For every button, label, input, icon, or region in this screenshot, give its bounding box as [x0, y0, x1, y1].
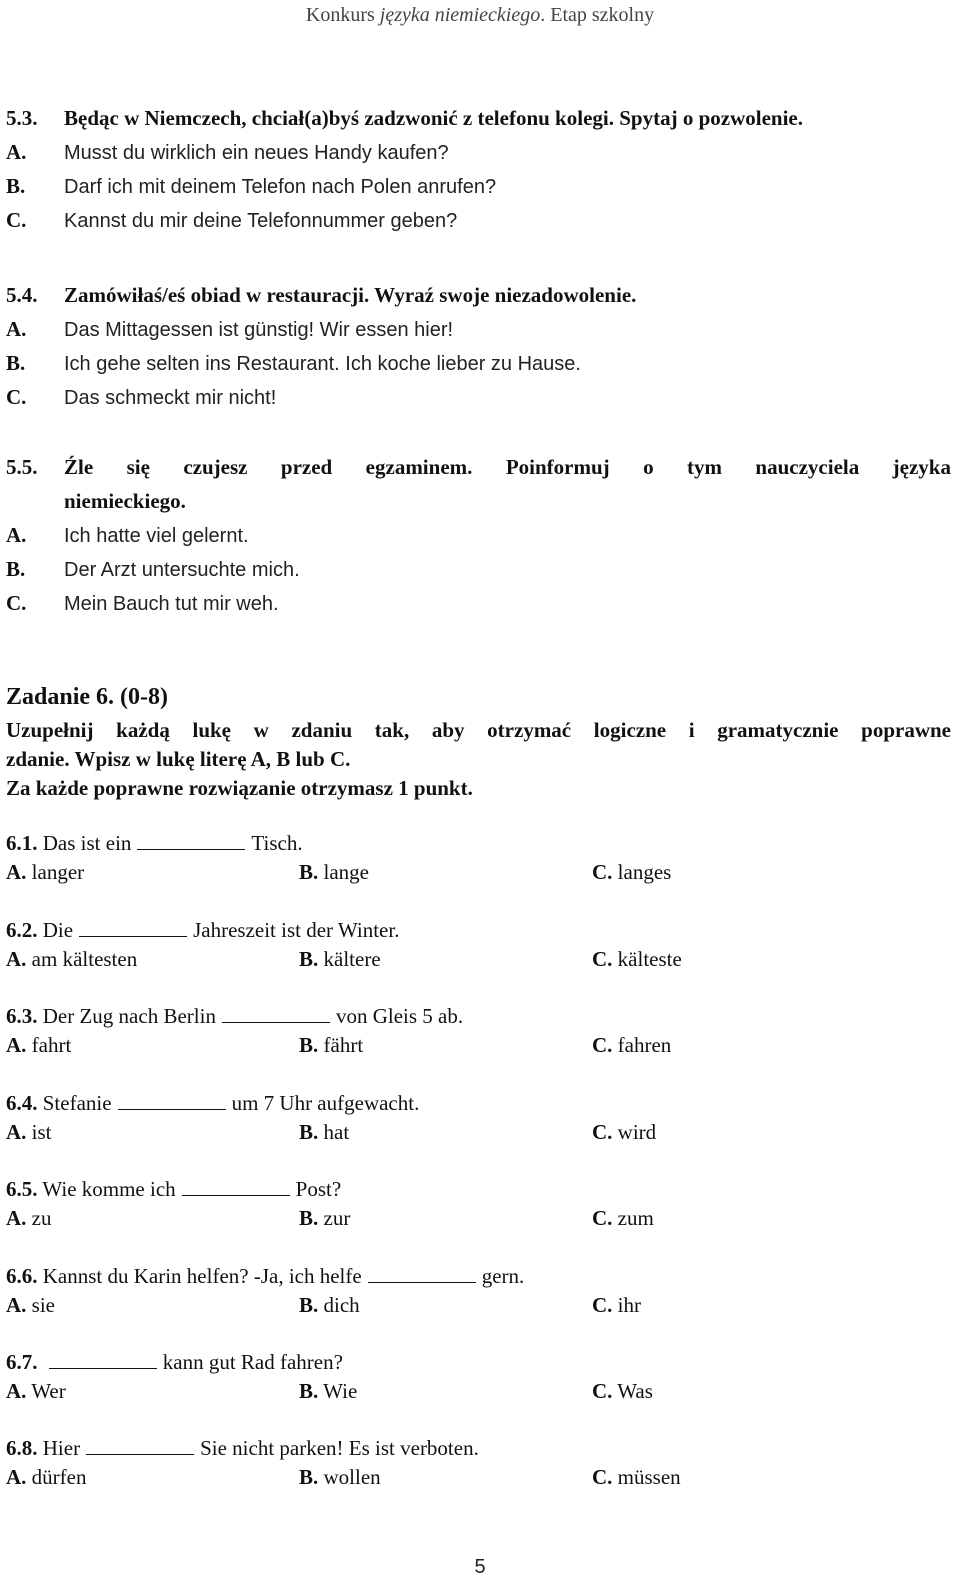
- option-letter: A.: [6, 317, 27, 341]
- question-prompt: Będąc w Niemczech, chciał(a)byś zadzwonić z telefonu kolegi. Spytaj o pozwolenie.: [64, 106, 803, 130]
- sentence-after: um 7 Uhr aufgewacht.: [231, 1091, 420, 1115]
- option-letter: B.: [299, 860, 319, 884]
- header-italic: języka niemieckiego: [379, 4, 541, 26]
- exercise-6-1: [6, 829, 951, 887]
- task-title: [6, 684, 168, 711]
- sentence-before: Der Zug nach Berlin: [42, 1004, 216, 1028]
- option-text: fahrt: [31, 1033, 72, 1057]
- option-text: hat: [323, 1120, 350, 1144]
- question-prompt-continued: niemieckiego.: [64, 489, 186, 513]
- task-title-text: Zadanie 6.: [6, 684, 115, 710]
- option-letter: C.: [592, 947, 613, 971]
- item-number: 6.1.: [6, 831, 38, 855]
- option-letter: C.: [592, 1033, 613, 1057]
- option-letter: C.: [592, 860, 613, 884]
- item-number: 6.4.: [6, 1091, 38, 1115]
- option-letter: B.: [6, 351, 26, 375]
- option-text: Das schmeckt mir nicht!: [64, 387, 277, 409]
- option-letter: A.: [6, 1379, 27, 1403]
- option-text: fahren: [617, 1033, 672, 1057]
- answer-gap: [182, 1177, 290, 1196]
- option-letter: A.: [6, 1465, 27, 1489]
- item-number: 6.2.: [6, 918, 38, 942]
- option-letter: C.: [592, 1206, 613, 1230]
- option-text: Darf ich mit deinem Telefon nach Polen anrufen?: [64, 176, 497, 198]
- answer-gap: [222, 1004, 330, 1023]
- sentence-before: Kannst du Karin helfen? -Ja, ich helfe: [42, 1264, 362, 1288]
- question-5-4: [6, 278, 951, 414]
- option-letter: A.: [6, 1120, 27, 1144]
- option-text: Musst du wirklich ein neues Handy kaufen?: [64, 142, 449, 164]
- sentence-after: von Gleis 5 ab.: [335, 1004, 464, 1028]
- option-letter: C.: [592, 1120, 613, 1144]
- sentence-after: gern.: [481, 1264, 525, 1288]
- option-text: am kältesten: [31, 947, 138, 971]
- option-letter: B.: [299, 1379, 319, 1403]
- option-text: Der Arzt untersuchte mich.: [64, 559, 300, 581]
- option-text: Kannst du mir deine Telefonnummer geben?: [64, 210, 458, 232]
- sentence-before: Stefanie: [42, 1091, 112, 1115]
- instruction-line: Za każde poprawne rozwiązanie otrzymasz 1 punkt.: [6, 776, 473, 800]
- exercise-6-6: [6, 1262, 951, 1320]
- question-5-3: [6, 101, 951, 237]
- option-text: kältere: [323, 947, 381, 971]
- item-number: 6.5.: [6, 1177, 38, 1201]
- option-text: wird: [617, 1120, 657, 1144]
- header-suffix: . Etap szkolny: [540, 4, 655, 26]
- exercise-6-3: [6, 1002, 951, 1060]
- option-letter: A.: [6, 1293, 27, 1317]
- option-text: zu: [31, 1206, 52, 1230]
- option-text: Wie: [323, 1379, 358, 1403]
- option-letter: C.: [592, 1293, 613, 1317]
- option-text: Was: [617, 1379, 653, 1403]
- option-letter: B.: [299, 1293, 319, 1317]
- task-instructions: [6, 716, 951, 803]
- option-text: sie: [31, 1293, 55, 1317]
- answer-gap: [49, 1350, 157, 1369]
- page-number: 5: [474, 1556, 486, 1578]
- item-number: 6.8.: [6, 1436, 38, 1460]
- answer-gap: [79, 918, 187, 937]
- option-text: Ich hatte viel gelernt.: [64, 525, 249, 547]
- option-letter: A.: [6, 860, 27, 884]
- sentence-before: Die: [42, 918, 74, 942]
- option-text: zur: [323, 1206, 351, 1230]
- option-letter: A.: [6, 140, 27, 164]
- task-points: (0-8): [120, 684, 169, 710]
- sentence-after: Sie nicht parken! Es ist verboten.: [200, 1436, 479, 1460]
- exercise-6-8: [6, 1434, 951, 1492]
- option-letter: A.: [6, 1033, 27, 1057]
- option-text: langer: [31, 860, 85, 884]
- option-text: dich: [323, 1293, 360, 1317]
- sentence-after: Jahreszeit ist der Winter.: [193, 918, 400, 942]
- sentence-before: Wie komme ich: [42, 1177, 176, 1201]
- item-number: 6.6.: [6, 1264, 38, 1288]
- exercise-6-5: [6, 1175, 951, 1233]
- instruction-line: Uzupełnij każdą lukę w zdaniu tak, aby otrzymać logiczne i gramatycznie poprawne: [6, 718, 951, 742]
- exercise-6-7: [6, 1348, 951, 1406]
- option-text: zum: [617, 1206, 654, 1230]
- option-text: Das Mittagessen ist günstig! Wir essen hier!: [64, 319, 454, 341]
- sentence-before: Hier: [42, 1436, 81, 1460]
- option-letter: C.: [592, 1379, 613, 1403]
- item-number: 6.3.: [6, 1004, 38, 1028]
- answer-gap: [137, 831, 245, 850]
- sentence-after: Post?: [295, 1177, 342, 1201]
- option-letter: B.: [299, 1206, 319, 1230]
- question-number: 5.5.: [6, 455, 38, 479]
- page-header: [0, 4, 960, 27]
- option-letter: A.: [6, 1206, 27, 1230]
- option-letter: B.: [6, 174, 26, 198]
- option-letter: B.: [6, 557, 26, 581]
- option-letter: C.: [6, 208, 27, 232]
- answer-gap: [86, 1436, 194, 1455]
- answer-gap: [368, 1264, 476, 1283]
- question-5-5: [6, 450, 951, 620]
- option-text: dürfen: [31, 1465, 87, 1489]
- option-letter: C.: [6, 591, 27, 615]
- option-text: fährt: [323, 1033, 364, 1057]
- option-letter: B.: [299, 947, 319, 971]
- option-letter: B.: [299, 1465, 319, 1489]
- option-letter: C.: [592, 1465, 613, 1489]
- option-text: lange: [323, 860, 369, 884]
- option-text: Mein Bauch tut mir weh.: [64, 593, 279, 615]
- option-text: kälteste: [617, 947, 682, 971]
- option-text: Ich gehe selten ins Restaurant. Ich koche lieber zu Hause.: [64, 353, 581, 375]
- option-letter: B.: [299, 1120, 319, 1144]
- sentence-after: kann gut Rad fahren?: [162, 1350, 343, 1374]
- option-text: ist: [31, 1120, 52, 1144]
- option-text: wollen: [323, 1465, 381, 1489]
- answer-gap: [118, 1091, 226, 1110]
- option-letter: A.: [6, 523, 27, 547]
- question-number: 5.4.: [6, 283, 38, 307]
- option-letter: B.: [299, 1033, 319, 1057]
- question-prompt: Zamówiłaś/eś obiad w restauracji. Wyraź swoje niezadowolenie.: [64, 283, 637, 307]
- sentence-after: Tisch.: [251, 831, 303, 855]
- exercise-6-2: [6, 916, 951, 974]
- question-prompt: Źle się czujesz przed egzaminem. Poinformuj o tym nauczyciela języka: [64, 455, 951, 479]
- option-letter: A.: [6, 947, 27, 971]
- option-letter: C.: [6, 385, 27, 409]
- option-text: müssen: [617, 1465, 681, 1489]
- sentence-before: Das ist ein: [42, 831, 132, 855]
- question-number: 5.3.: [6, 106, 38, 130]
- option-text: langes: [617, 860, 672, 884]
- option-text: Wer: [31, 1379, 66, 1403]
- item-number: 6.7.: [6, 1350, 38, 1374]
- exercise-6-4: [6, 1089, 951, 1147]
- option-text: ihr: [617, 1293, 641, 1317]
- instruction-line: zdanie. Wpisz w lukę literę A, B lub C.: [6, 747, 351, 771]
- header-prefix: Konkurs: [305, 4, 380, 26]
